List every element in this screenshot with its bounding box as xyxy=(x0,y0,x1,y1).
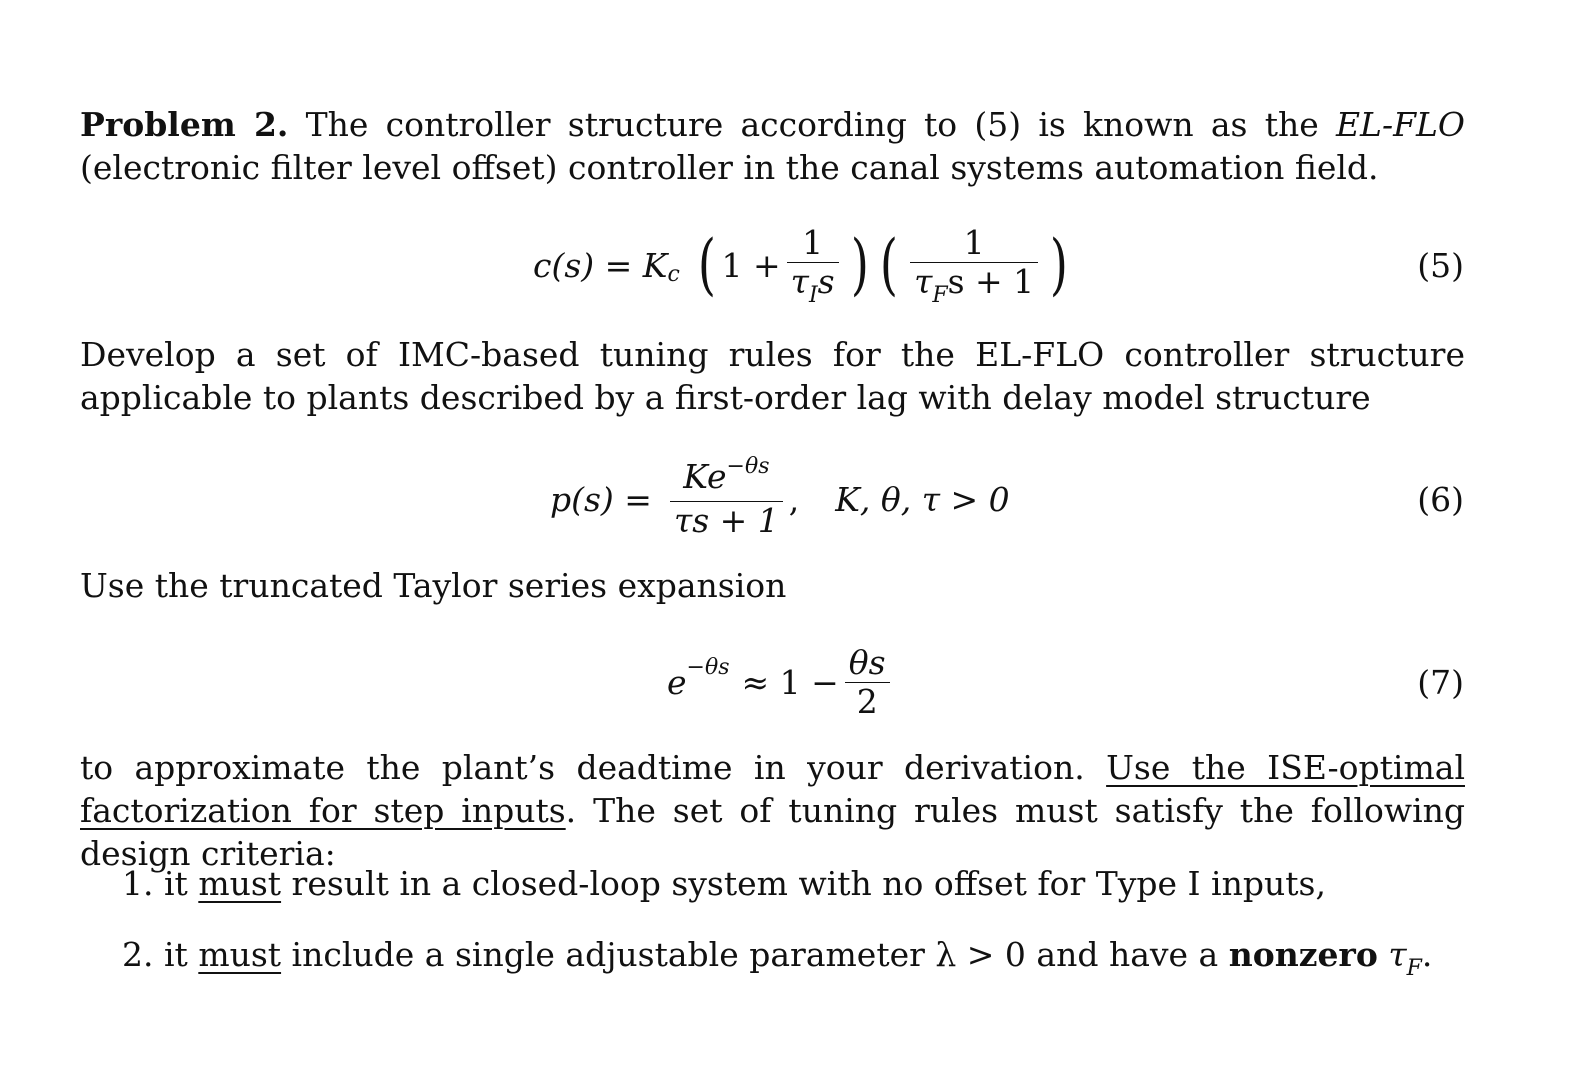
eq5-paren-close-2: ) xyxy=(1050,226,1069,303)
eq5-frac1-den: τ xyxy=(790,262,809,301)
criteria-2-post: include a single adjustable parameter λ > 0 and have a xyxy=(281,935,1229,974)
criteria-item-2 xyxy=(122,933,1432,981)
eq5-lhs: c(s) = K xyxy=(533,245,668,285)
eq6-num: Ke xyxy=(683,457,727,496)
para4-underlined: Use the ISE-optimal factorization for step inputs xyxy=(80,748,1465,830)
eq7-number: (7) xyxy=(1417,662,1464,702)
para4-text-2: . The set of tuning rules must satisfy the following design criteria: xyxy=(80,791,1465,873)
intro-text-1: The controller structure according to (5) is known as the xyxy=(305,105,1336,144)
eq5-paren-open-2: ( xyxy=(880,226,899,303)
paragraph-approximate xyxy=(80,746,1465,875)
paragraph-develop: Develop a set of IMC-based tuning rules for the EL-FLO controller structure applicable to plants described by a first-order lag with delay model structure xyxy=(80,335,1465,417)
eq5-fraction-1 xyxy=(787,224,839,306)
eq7-approx: ≈ 1 − xyxy=(741,662,839,702)
eq5-paren-close-1: ) xyxy=(850,226,869,303)
criteria-2-tail: τ xyxy=(1377,935,1407,974)
criteria-2-pre: it xyxy=(164,935,199,974)
problem-intro xyxy=(80,103,1465,189)
eq5-paren-open-1: ( xyxy=(697,226,716,303)
criteria-1-pre: it xyxy=(164,864,199,903)
eq6-den: τs + 1 xyxy=(673,501,779,540)
eq5-frac2-num: 1 xyxy=(963,223,985,262)
equation-7 xyxy=(0,627,1588,737)
para4-text-1: to approximate the plant’s deadtime in your derivation. xyxy=(80,748,1107,787)
eq6-lhs: p(s) = xyxy=(550,479,652,519)
criteria-1-marker: 1. xyxy=(122,864,154,903)
eq7-lhs: e xyxy=(667,662,687,702)
equation-6 xyxy=(0,444,1588,554)
eq5-frac1-den-sub: I xyxy=(808,283,818,308)
eq5-frac2-den-sub: F xyxy=(932,283,948,308)
eq5-frac1-num: 1 xyxy=(802,223,824,262)
eq5-frac2-den-rest: s + 1 xyxy=(947,262,1035,301)
eq5-lhs-sub: c xyxy=(667,261,680,287)
elflo-term: EL-FLO xyxy=(1335,105,1465,144)
equation-5 xyxy=(0,210,1588,320)
eq7-den: 2 xyxy=(856,681,878,721)
eq5-number: (5) xyxy=(1417,245,1464,285)
paragraph-taylor: Use the truncated Taylor series expansion xyxy=(80,566,787,605)
criteria-2-tail-sub: F xyxy=(1406,956,1422,981)
criteria-2-end: . xyxy=(1421,935,1433,974)
eq5-frac1-den-s: s xyxy=(817,262,835,301)
eq7-lhs-sup: −θs xyxy=(686,654,730,680)
criteria-2-marker: 2. xyxy=(122,935,154,974)
eq6-number: (6) xyxy=(1417,479,1464,519)
eq5-one-plus: 1 + xyxy=(721,245,781,285)
criteria-1-emph: must xyxy=(198,864,282,903)
criteria-1-post: result in a closed-loop system with no offset for Type I inputs, xyxy=(281,864,1326,903)
eq6-conditions: K, θ, τ > 0 xyxy=(835,479,1010,519)
intro-text-2: (electronic filter level offset) controller in the canal systems automation field. xyxy=(80,148,1379,187)
eq7-num: θs xyxy=(848,642,886,682)
criteria-2-bold: nonzero xyxy=(1228,935,1378,974)
eq6-num-sup: −θs xyxy=(726,454,770,479)
eq6-comma: , xyxy=(788,479,800,519)
eq6-fraction xyxy=(670,454,783,540)
problem-heading: Problem 2. xyxy=(80,105,289,144)
eq5-fraction-2 xyxy=(910,224,1038,306)
eq5-frac2-den: τ xyxy=(914,262,933,301)
eq7-fraction xyxy=(845,644,890,721)
criteria-item-1 xyxy=(122,862,1326,905)
criteria-2-emph: must xyxy=(198,935,282,974)
